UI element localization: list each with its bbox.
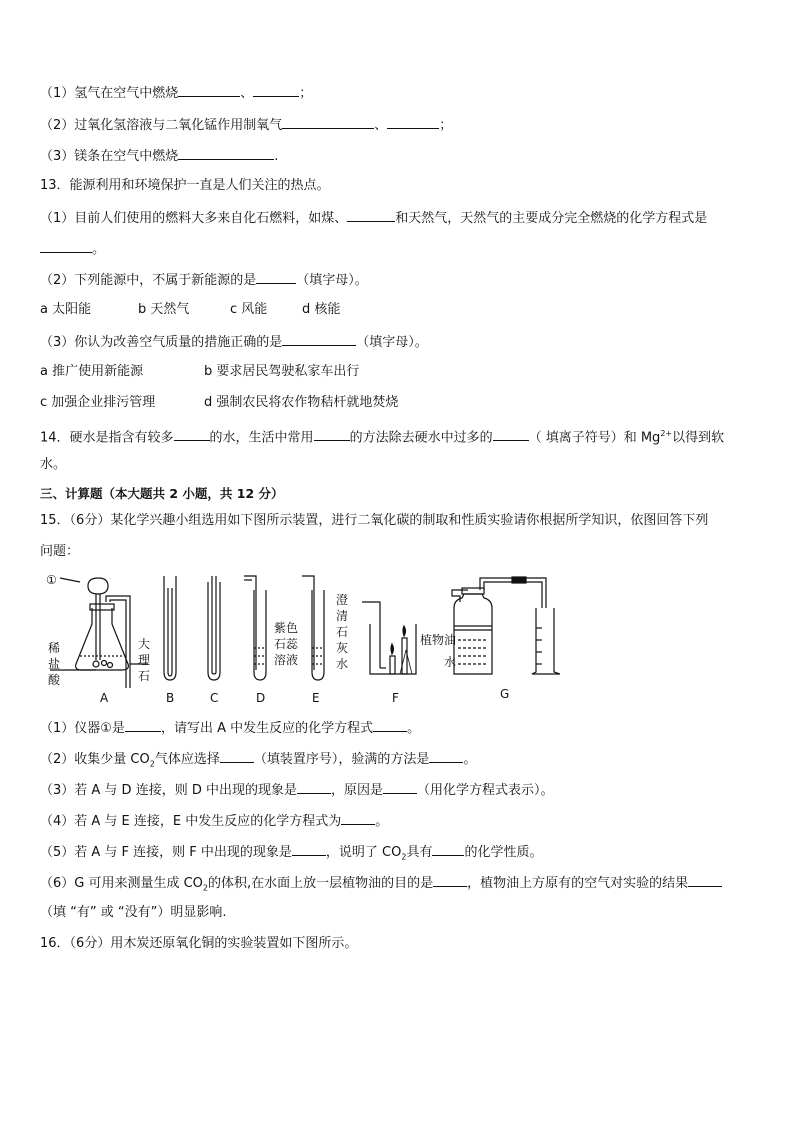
answer-blank[interactable] [387,116,439,129]
q12-part2: （2）过氧化氢溶液与二氧化锰作用制氧气 、 ； [40,118,453,133]
answer-blank[interactable] [282,333,356,346]
q15-sub5: （5）若 A 与 F 连接，则 F 中出现的现象是 ，说明了 $CO_2$具有 的化学性质。 [40,845,543,862]
q12-part1: （1）氢气在空气中燃烧 、 ； [40,86,313,101]
answer-blank[interactable] [297,781,331,794]
apparatus-g [452,577,560,674]
answer-blank[interactable] [125,719,161,732]
q14-line1: 14．硬水是指含有较多 的水，生活中常用 的方法除去硬水中过多的 （ 填离子符号）和 $Mg^{2+}$以得到软 [40,429,725,446]
label-limewater-5: 水 [336,657,349,671]
q13-part3-options-row2 [40,395,398,411]
label-c: C [210,691,219,705]
label-limewater-3: 石 [336,625,349,639]
label-acid-3: 酸 [48,673,61,687]
q15-sub1: （1）仪器①是 ，请写出 A 中发生反应的化学方程式 。 [40,721,421,736]
q15-line2: 问题： [40,544,80,559]
label-a: A [100,691,109,705]
label-g: G [500,687,510,701]
answer-blank[interactable] [253,84,299,97]
label-acid-2: 盐 [48,657,61,671]
label-litmus-2: 石蕊 [274,637,299,651]
answer-blank[interactable] [282,116,374,129]
answer-blank[interactable] [493,428,529,441]
answer-blank[interactable] [174,428,210,441]
answer-blank[interactable] [292,843,326,856]
label-e: E [312,691,320,705]
label-instrument-1: ① [46,573,57,587]
answer-blank[interactable] [178,84,240,97]
answer-blank[interactable] [178,147,274,160]
apparatus-f [362,602,416,674]
label-litmus-1: 紫色 [274,621,299,635]
answer-blank[interactable] [220,750,254,763]
answer-blank[interactable] [429,750,463,763]
label-b: B [166,691,175,705]
option-d: d 强制农民将农作物秸杆就地焚烧 [204,395,399,410]
q12-part3: （3）镁条在空气中燃烧 . [40,149,279,164]
apparatus-c [208,576,220,680]
q15-sub6-cont: （填 “有” 或 “没有”）明显影响. [40,905,227,920]
q15-sub3: （3）若 A 与 D 连接，则 D 中出现的现象是 ，原因是 （用化学方程式表示）。 [40,783,554,798]
answer-blank[interactable] [314,428,350,441]
answer-blank[interactable] [40,240,92,253]
q16-line1: 16．（6分）用木炭还原氧化铜的实验装置如下图所示。 [40,936,358,951]
q13-part3: （3）你认为改善空气质量的措施正确的是 （填字母）。 [40,335,428,350]
q15-sub6: （6）G 可用来测量生成 $CO_2$的体积,在水面上放一层植物油的目的是 ，植物油上方原有的空气对实验的结果 [40,874,722,897]
label-marble-2: 理 [138,653,151,667]
label-marble-3: 石 [138,669,151,683]
apparatus-figure [40,568,560,708]
answer-blank[interactable] [383,781,417,794]
option-d: d 核能 [302,302,341,317]
answer-blank[interactable] [432,843,464,856]
label-limewater-4: 灰 [336,641,349,655]
q14-line2: 水。 [40,457,67,472]
option-a: a 推广使用新能源 [40,364,144,379]
q15-line1: 15．（6分）某化学兴趣小组选用如下图所示装置，进行二氧化碳的制取和性质实验请你根据所学知识，依图回答下列 [40,513,709,528]
label-limewater-1: 澄 [336,593,349,607]
answer-blank[interactable] [341,812,375,825]
apparatus-d [244,576,266,680]
option-b: b 天然气 [138,302,190,317]
label-d: D [256,691,266,705]
q15-sub4: （4）若 A 与 E 连接，E 中发生反应的化学方程式为 。 [40,814,389,829]
answer-blank[interactable] [433,874,467,887]
section-title: 三、计算题（本大题共 2 小题，共 12 分） [40,486,284,501]
option-b: b 要求居民驾驶私家车出行 [204,364,360,379]
answer-blank[interactable] [347,209,395,222]
label-water: 水 [444,655,457,669]
q13-title: 13．能源利用和环境保护一直是人们关注的热点。 [40,178,330,193]
apparatus-a [50,578,151,688]
label-acid-1: 稀 [48,641,61,655]
answer-blank[interactable] [373,719,407,732]
q13-part2: （2）下列能源中，不属于新能源的是 （填字母）。 [40,273,368,288]
apparatus-b [164,576,176,680]
answer-blank[interactable] [688,874,722,887]
q13-part3-options-row1 [40,364,359,380]
label-marble-1: 大 [138,637,151,651]
q13-part1-cont: 。 [40,240,105,258]
apparatus-diagram [40,568,560,708]
q13-options [40,302,340,318]
q13-part1: （1）目前人们使用的燃料大多来自化石燃料，如煤、 和天然气，天然气的主要成分完全燃烧的化学方程式是 [40,211,708,226]
option-c: c 加强企业排污管理 [40,395,156,410]
option-a: a 太阳能 [40,302,92,317]
label-litmus-3: 溶液 [274,653,299,667]
q15-sub2: （2）收集少量 $CO_2$气体应选择 （填装置序号），验满的方法是 。 [40,752,477,769]
label-oil: 植物油 [420,633,457,647]
option-c: c 风能 [230,302,268,317]
apparatus-e [302,576,324,680]
label-f: F [392,691,399,705]
answer-blank[interactable] [256,271,296,284]
label-limewater-2: 清 [336,609,349,623]
